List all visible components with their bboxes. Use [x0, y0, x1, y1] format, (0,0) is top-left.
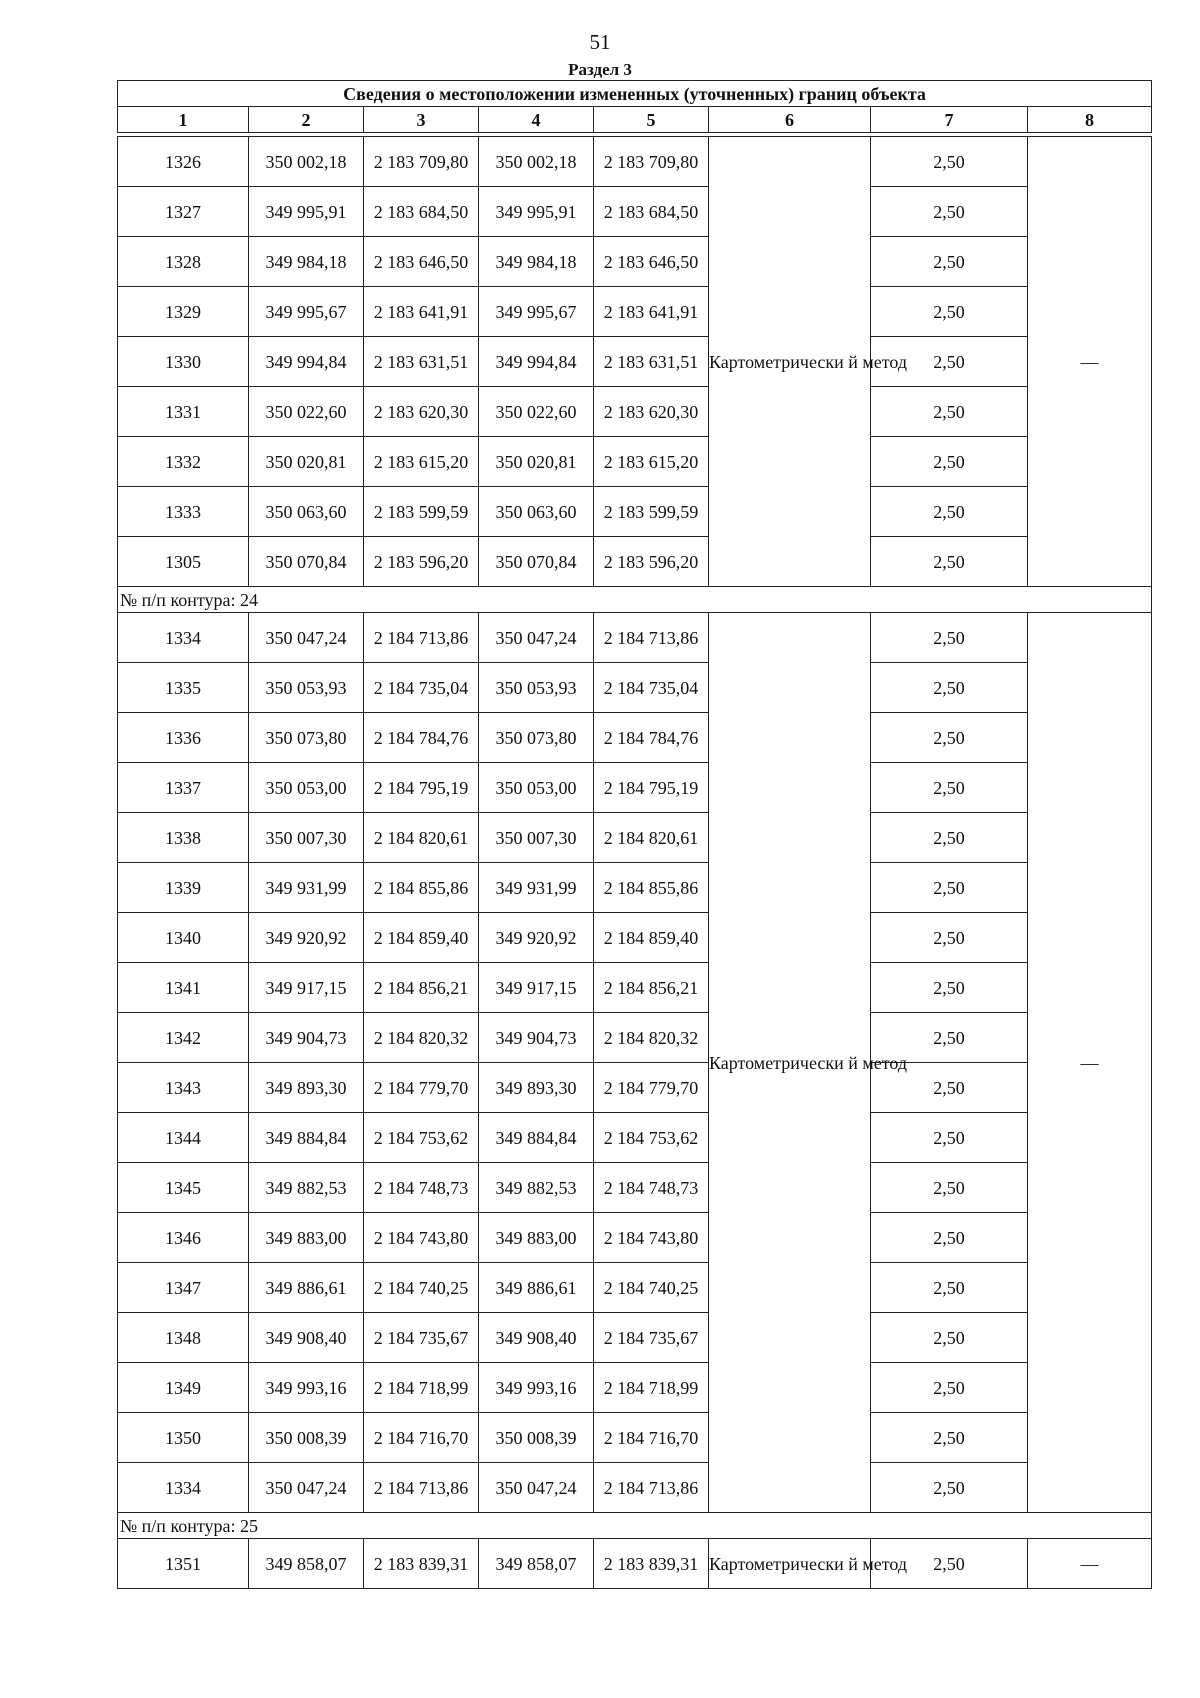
- y-new-cell: 2 183 684,50: [594, 187, 709, 237]
- x-new-cell: 350 022,60: [479, 387, 594, 437]
- point-number-cell: 1327: [118, 187, 249, 237]
- table-row: [118, 387, 1152, 437]
- accuracy-cell: 2,50: [871, 487, 1028, 537]
- x-new-cell: 349 858,07: [479, 1539, 594, 1589]
- point-number-cell: 1347: [118, 1263, 249, 1313]
- table-row: [118, 437, 1152, 487]
- accuracy-cell: 2,50: [871, 613, 1028, 663]
- x-new-cell: 349 893,30: [479, 1063, 594, 1113]
- contour-label: № п/п контура: 24: [118, 587, 1152, 613]
- accuracy-cell: 2,50: [871, 187, 1028, 237]
- x-old-cell: 350 022,60: [249, 387, 364, 437]
- y-new-cell: 2 183 620,30: [594, 387, 709, 437]
- point-number-cell: 1326: [118, 137, 249, 187]
- y-new-cell: 2 184 820,32: [594, 1013, 709, 1063]
- y-new-cell: 2 183 709,80: [594, 137, 709, 187]
- x-old-cell: 349 884,84: [249, 1113, 364, 1163]
- point-number-cell: 1329: [118, 287, 249, 337]
- x-old-cell: 349 920,92: [249, 913, 364, 963]
- y-new-cell: 2 184 855,86: [594, 863, 709, 913]
- column-header: 6: [709, 107, 871, 133]
- y-old-cell: 2 184 859,40: [364, 913, 479, 963]
- column-header: 1: [118, 107, 249, 133]
- accuracy-cell: 2,50: [871, 1263, 1028, 1313]
- x-new-cell: 349 931,99: [479, 863, 594, 913]
- point-number-cell: 1345: [118, 1163, 249, 1213]
- y-new-cell: 2 184 713,86: [594, 613, 709, 663]
- x-new-cell: 350 002,18: [479, 137, 594, 187]
- x-new-cell: 349 904,73: [479, 1013, 594, 1063]
- point-number-cell: 1348: [118, 1313, 249, 1363]
- table-row: [118, 487, 1152, 537]
- y-new-cell: 2 184 743,80: [594, 1213, 709, 1263]
- method-cell: Картометрически й метод: [709, 613, 871, 1513]
- x-new-cell: 349 995,91: [479, 187, 594, 237]
- x-new-cell: 349 995,67: [479, 287, 594, 337]
- x-old-cell: 350 008,39: [249, 1413, 364, 1463]
- table-row: [118, 537, 1152, 587]
- x-new-cell: 350 073,80: [479, 713, 594, 763]
- x-new-cell: 349 883,00: [479, 1213, 594, 1263]
- x-old-cell: 349 893,30: [249, 1063, 364, 1113]
- y-old-cell: 2 183 641,91: [364, 287, 479, 337]
- y-old-cell: 2 183 631,51: [364, 337, 479, 387]
- y-new-cell: 2 184 779,70: [594, 1063, 709, 1113]
- x-old-cell: 349 984,18: [249, 237, 364, 287]
- column-8-cell: —: [1028, 613, 1152, 1513]
- column-header: 3: [364, 107, 479, 133]
- y-new-cell: 2 184 735,04: [594, 663, 709, 713]
- x-new-cell: 350 047,24: [479, 613, 594, 663]
- x-old-cell: 350 002,18: [249, 137, 364, 187]
- accuracy-cell: 2,50: [871, 1313, 1028, 1363]
- y-old-cell: 2 184 748,73: [364, 1163, 479, 1213]
- y-new-cell: 2 183 599,59: [594, 487, 709, 537]
- table-row: [118, 337, 1152, 387]
- y-old-cell: 2 184 713,86: [364, 1463, 479, 1513]
- x-new-cell: 350 053,00: [479, 763, 594, 813]
- y-old-cell: 2 183 620,30: [364, 387, 479, 437]
- x-new-cell: 350 070,84: [479, 537, 594, 587]
- y-old-cell: 2 184 735,04: [364, 663, 479, 713]
- x-new-cell: 349 984,18: [479, 237, 594, 287]
- accuracy-cell: 2,50: [871, 537, 1028, 587]
- x-old-cell: 350 020,81: [249, 437, 364, 487]
- page-number: 51: [589, 30, 611, 54]
- coordinates-table: [117, 80, 1152, 1589]
- x-new-cell: 350 063,60: [479, 487, 594, 537]
- y-new-cell: 2 183 615,20: [594, 437, 709, 487]
- table-row: [118, 187, 1152, 237]
- x-old-cell: 350 047,24: [249, 613, 364, 663]
- x-old-cell: 349 858,07: [249, 1539, 364, 1589]
- x-old-cell: 350 073,80: [249, 713, 364, 763]
- x-new-cell: 350 053,93: [479, 663, 594, 713]
- accuracy-cell: 2,50: [871, 387, 1028, 437]
- x-old-cell: 350 053,00: [249, 763, 364, 813]
- table-row: [118, 1413, 1152, 1463]
- x-new-cell: 350 020,81: [479, 437, 594, 487]
- y-new-cell: 2 184 748,73: [594, 1163, 709, 1213]
- y-new-cell: 2 184 856,21: [594, 963, 709, 1013]
- y-new-cell: 2 184 740,25: [594, 1263, 709, 1313]
- contour-row: [118, 1513, 1152, 1539]
- x-new-cell: 350 008,39: [479, 1413, 594, 1463]
- y-new-cell: 2 184 718,99: [594, 1363, 709, 1413]
- point-number-cell: 1334: [118, 613, 249, 663]
- x-new-cell: 349 882,53: [479, 1163, 594, 1213]
- accuracy-cell: 2,50: [871, 337, 1028, 387]
- column-header: 8: [1028, 107, 1152, 133]
- y-new-cell: 2 183 641,91: [594, 287, 709, 337]
- y-new-cell: 2 183 646,50: [594, 237, 709, 287]
- method-cell: Картометрически й метод: [709, 1539, 871, 1589]
- y-old-cell: 2 184 735,67: [364, 1313, 479, 1363]
- table-row: [118, 863, 1152, 913]
- point-number-cell: 1333: [118, 487, 249, 537]
- y-new-cell: 2 184 859,40: [594, 913, 709, 963]
- y-old-cell: 2 184 718,99: [364, 1363, 479, 1413]
- accuracy-cell: 2,50: [871, 287, 1028, 337]
- table-row: [118, 1013, 1152, 1063]
- point-number-cell: 1337: [118, 763, 249, 813]
- x-new-cell: 350 047,24: [479, 1463, 594, 1513]
- y-new-cell: 2 184 735,67: [594, 1313, 709, 1363]
- x-old-cell: 349 917,15: [249, 963, 364, 1013]
- y-old-cell: 2 184 779,70: [364, 1063, 479, 1113]
- point-number-cell: 1346: [118, 1213, 249, 1263]
- point-number-cell: 1328: [118, 237, 249, 287]
- table-row: [118, 1213, 1152, 1263]
- contour-label: № п/п контура: 25: [118, 1513, 1152, 1539]
- x-old-cell: 349 995,67: [249, 287, 364, 337]
- point-number-cell: 1335: [118, 663, 249, 713]
- column-8-cell: —: [1028, 137, 1152, 587]
- accuracy-cell: 2,50: [871, 913, 1028, 963]
- contour-row: [118, 587, 1152, 613]
- y-old-cell: 2 184 820,61: [364, 813, 479, 863]
- table-row: [118, 137, 1152, 187]
- y-old-cell: 2 184 713,86: [364, 613, 479, 663]
- accuracy-cell: 2,50: [871, 137, 1028, 187]
- y-old-cell: 2 183 599,59: [364, 487, 479, 537]
- table-row: [118, 1113, 1152, 1163]
- x-old-cell: 350 047,24: [249, 1463, 364, 1513]
- accuracy-cell: 2,50: [871, 1539, 1028, 1589]
- table-row: [118, 1163, 1152, 1213]
- y-old-cell: 2 184 856,21: [364, 963, 479, 1013]
- table-row: [118, 613, 1152, 663]
- accuracy-cell: 2,50: [871, 1163, 1028, 1213]
- accuracy-cell: 2,50: [871, 1463, 1028, 1513]
- y-new-cell: 2 184 716,70: [594, 1413, 709, 1463]
- x-new-cell: 349 917,15: [479, 963, 594, 1013]
- x-new-cell: 349 920,92: [479, 913, 594, 963]
- point-number-cell: 1339: [118, 863, 249, 913]
- table-title: Сведения о местоположении измененных (уточненных) границ объекта: [118, 81, 1152, 107]
- accuracy-cell: 2,50: [871, 1063, 1028, 1113]
- point-number-cell: 1350: [118, 1413, 249, 1463]
- y-old-cell: 2 184 753,62: [364, 1113, 479, 1163]
- point-number-cell: 1336: [118, 713, 249, 763]
- accuracy-cell: 2,50: [871, 763, 1028, 813]
- point-number-cell: 1332: [118, 437, 249, 487]
- table-row: [118, 1363, 1152, 1413]
- point-number-cell: 1349: [118, 1363, 249, 1413]
- method-cell: Картометрически й метод: [709, 137, 871, 587]
- y-old-cell: 2 184 855,86: [364, 863, 479, 913]
- point-number-cell: 1342: [118, 1013, 249, 1063]
- point-number-cell: 1344: [118, 1113, 249, 1163]
- x-new-cell: 349 884,84: [479, 1113, 594, 1163]
- x-old-cell: 349 994,84: [249, 337, 364, 387]
- x-new-cell: 349 994,84: [479, 337, 594, 387]
- y-new-cell: 2 184 753,62: [594, 1113, 709, 1163]
- y-old-cell: 2 184 820,32: [364, 1013, 479, 1063]
- column-header: 7: [871, 107, 1028, 133]
- table-title-row: [118, 81, 1152, 107]
- x-old-cell: 349 908,40: [249, 1313, 364, 1363]
- accuracy-cell: 2,50: [871, 1413, 1028, 1463]
- x-old-cell: 349 993,16: [249, 1363, 364, 1413]
- table-row: [118, 763, 1152, 813]
- y-new-cell: 2 183 631,51: [594, 337, 709, 387]
- x-old-cell: 349 931,99: [249, 863, 364, 913]
- x-old-cell: 349 904,73: [249, 1013, 364, 1063]
- y-old-cell: 2 184 743,80: [364, 1213, 479, 1263]
- column-header: 4: [479, 107, 594, 133]
- y-new-cell: 2 184 784,76: [594, 713, 709, 763]
- y-new-cell: 2 184 795,19: [594, 763, 709, 813]
- x-old-cell: 350 070,84: [249, 537, 364, 587]
- y-old-cell: 2 183 839,31: [364, 1539, 479, 1589]
- x-old-cell: 349 882,53: [249, 1163, 364, 1213]
- table-row: [118, 813, 1152, 863]
- point-number-cell: 1331: [118, 387, 249, 437]
- accuracy-cell: 2,50: [871, 663, 1028, 713]
- y-old-cell: 2 184 716,70: [364, 1413, 479, 1463]
- x-new-cell: 350 007,30: [479, 813, 594, 863]
- table-row: [118, 1539, 1152, 1589]
- column-header: 5: [594, 107, 709, 133]
- accuracy-cell: 2,50: [871, 1013, 1028, 1063]
- column-header-row: [118, 107, 1152, 133]
- x-new-cell: 349 993,16: [479, 1363, 594, 1413]
- y-old-cell: 2 183 709,80: [364, 137, 479, 187]
- table-row: [118, 1063, 1152, 1113]
- table-row: [118, 963, 1152, 1013]
- accuracy-cell: 2,50: [871, 963, 1028, 1013]
- point-number-cell: 1340: [118, 913, 249, 963]
- y-old-cell: 2 184 784,76: [364, 713, 479, 763]
- section-title: Раздел 3: [568, 60, 632, 79]
- y-old-cell: 2 183 684,50: [364, 187, 479, 237]
- x-old-cell: 349 886,61: [249, 1263, 364, 1313]
- point-number-cell: 1305: [118, 537, 249, 587]
- column-8-cell: —: [1028, 1539, 1152, 1589]
- table-row: [118, 663, 1152, 713]
- column-header: 2: [249, 107, 364, 133]
- point-number-cell: 1341: [118, 963, 249, 1013]
- y-old-cell: 2 183 615,20: [364, 437, 479, 487]
- table-row: [118, 1263, 1152, 1313]
- y-new-cell: 2 184 713,86: [594, 1463, 709, 1513]
- table-row: [118, 237, 1152, 287]
- table-row: [118, 287, 1152, 337]
- accuracy-cell: 2,50: [871, 237, 1028, 287]
- point-number-cell: 1338: [118, 813, 249, 863]
- y-old-cell: 2 183 646,50: [364, 237, 479, 287]
- point-number-cell: 1334: [118, 1463, 249, 1513]
- x-old-cell: 350 007,30: [249, 813, 364, 863]
- point-number-cell: 1343: [118, 1063, 249, 1113]
- accuracy-cell: 2,50: [871, 813, 1028, 863]
- y-new-cell: 2 184 820,61: [594, 813, 709, 863]
- x-old-cell: 350 053,93: [249, 663, 364, 713]
- y-old-cell: 2 184 740,25: [364, 1263, 479, 1313]
- y-new-cell: 2 183 596,20: [594, 537, 709, 587]
- x-old-cell: 349 995,91: [249, 187, 364, 237]
- accuracy-cell: 2,50: [871, 1363, 1028, 1413]
- y-old-cell: 2 184 795,19: [364, 763, 479, 813]
- y-old-cell: 2 183 596,20: [364, 537, 479, 587]
- point-number-cell: 1351: [118, 1539, 249, 1589]
- x-old-cell: 350 063,60: [249, 487, 364, 537]
- accuracy-cell: 2,50: [871, 713, 1028, 763]
- table-row: [118, 1463, 1152, 1513]
- table-row: [118, 713, 1152, 763]
- accuracy-cell: 2,50: [871, 437, 1028, 487]
- point-number-cell: 1330: [118, 337, 249, 387]
- accuracy-cell: 2,50: [871, 1113, 1028, 1163]
- x-new-cell: 349 908,40: [479, 1313, 594, 1363]
- y-new-cell: 2 183 839,31: [594, 1539, 709, 1589]
- table-row: [118, 913, 1152, 963]
- table-row: [118, 1313, 1152, 1363]
- x-old-cell: 349 883,00: [249, 1213, 364, 1263]
- x-new-cell: 349 886,61: [479, 1263, 594, 1313]
- accuracy-cell: 2,50: [871, 1213, 1028, 1263]
- accuracy-cell: 2,50: [871, 863, 1028, 913]
